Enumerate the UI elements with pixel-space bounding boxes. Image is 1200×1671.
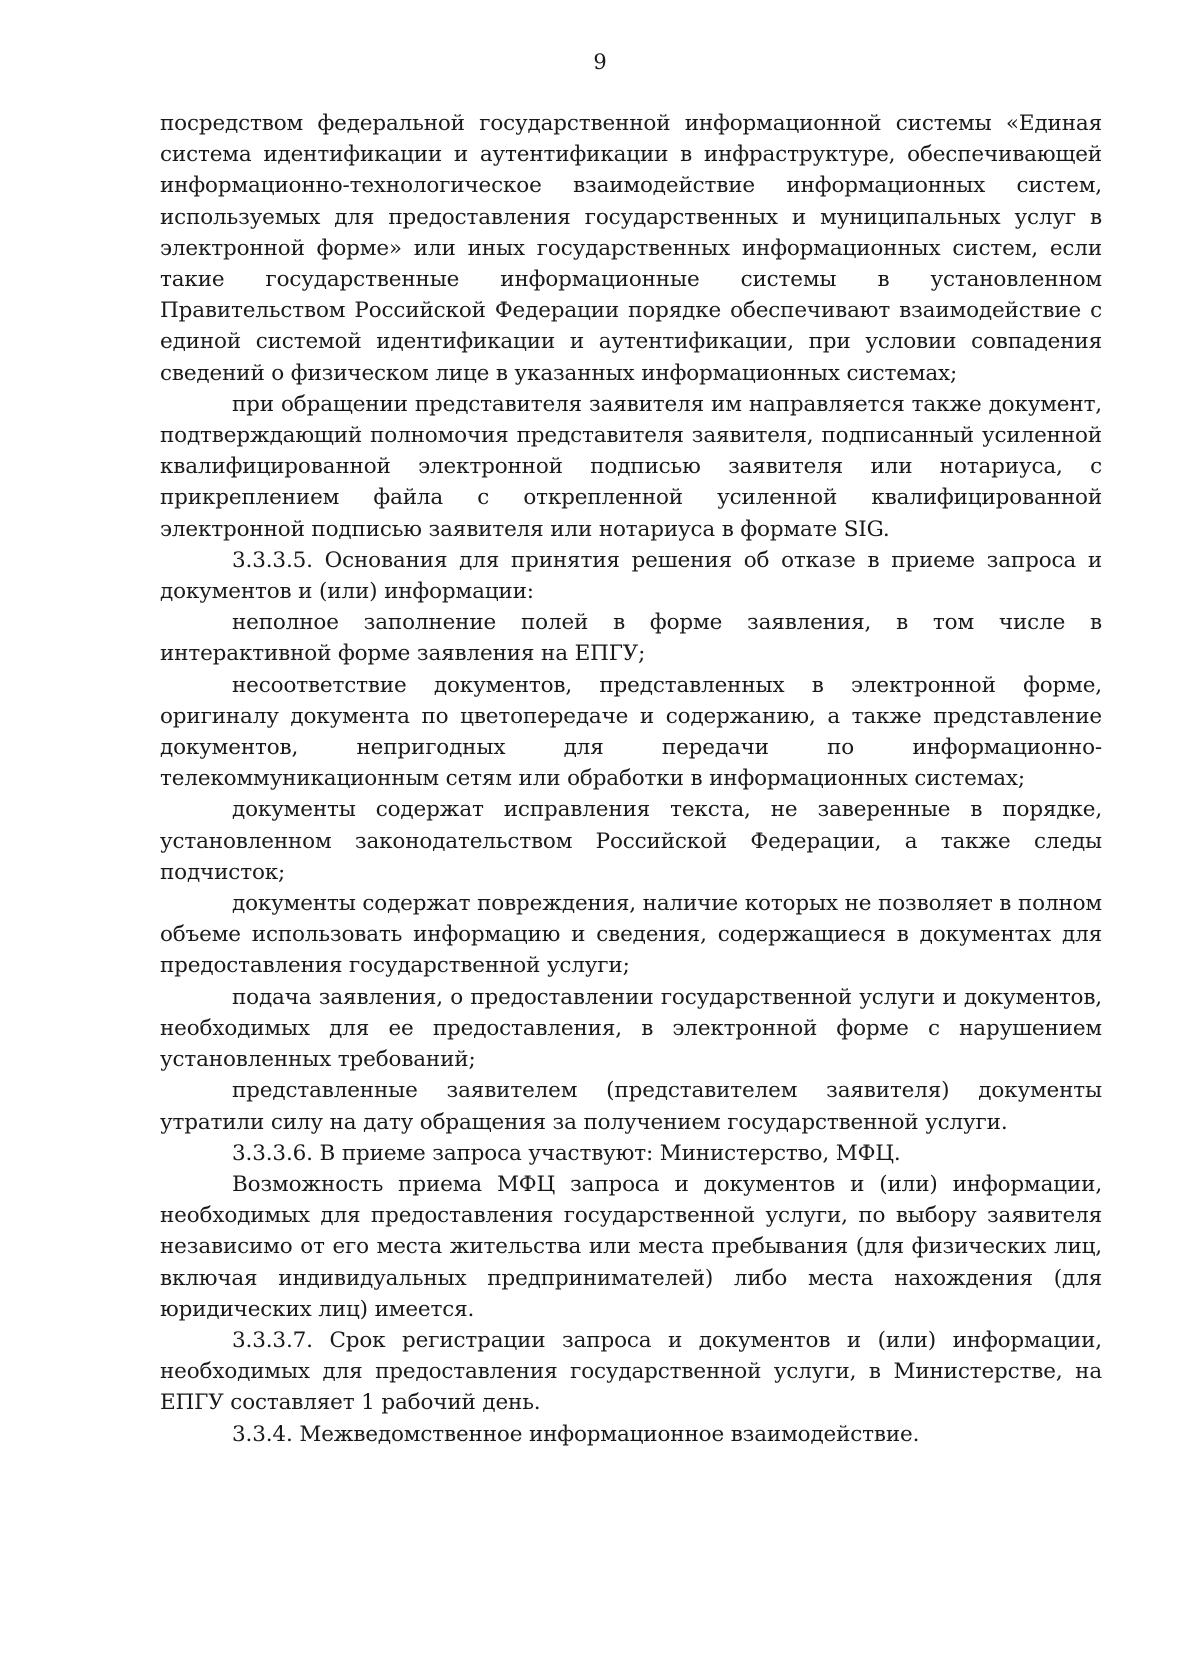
paragraph-documents-corrections: документы содержат исправления текста, не заверенные в порядке, установленном законодательством Российской Федерации, а также следы подчисток; <box>160 797 1102 885</box>
paragraph-3-3-3-6-participants: 3.3.3.6. В приеме запроса участвуют: Министерство, МФЦ. <box>232 1140 901 1166</box>
paragraph-expired-documents: представленные заявителем (представителем заявителя) документы утратили силу на дату обращения за получением государственной услуги. <box>160 1078 1102 1135</box>
document-body <box>160 108 1102 1450</box>
page-number: 9 <box>593 50 607 74</box>
paragraph-submission-violation: подача заявления, о предоставлении государственной услуги и документов, необходимых для ее предоставления, в электронной форме с нарушением установленных требований; <box>160 984 1102 1073</box>
paragraph-3-3-4-interagency: 3.3.4. Межведомственное информационное взаимодействие. <box>232 1421 920 1447</box>
paragraph-3-3-3-5-refusal-grounds: 3.3.3.5. Основания для принятия решения об отказе в приеме запроса и документов и (или) информации: <box>160 547 1102 605</box>
paragraph-representative-document: при обращении представителя заявителя им направляется также документ, подтверждающий полномочия представителя заявителя, подписанный усиленной квалифицированной электронной подписью заявителя или нотариуса, с прикреплением файла с открепленной усиленной квалифицированной электронной подписью заявителя или нотариуса в формате SIG. <box>160 391 1102 542</box>
paragraph-3-3-3-7-registration-term: 3.3.3.7. Срок регистрации запроса и документов и (или) информации, необходимых для предоставления государственной услуги, в Министерстве, на ЕПГУ составляет 1 рабочий день. <box>160 1327 1102 1416</box>
paragraph-esia-identification: посредством федеральной государственной информационной системы «Единая система идентификации и аутентификации в инфраструктуре, обеспечивающей информационно-технологическое взаимодействие информационных систем, используемых для предоставления государственных и муниципальных услуг в электронной форме» или иных государственных информационных систем, если такие государственные информационные системы в установленном Правительством Российской Федерации порядке обеспечивают взаимодействие с единой системой идентификации и аутентификации, при условии совпадения сведений о физическом лице в указанных информационных системах; <box>160 111 1102 386</box>
paragraph-documents-mismatch: несоответствие документов, представленных в электронной форме, оригиналу документа по цветопередаче и содержанию, а также представление документов, непригодных для передачи по информационно-телекоммуникационным сетям или обработки в информационных системах; <box>160 672 1102 792</box>
paragraph-mfc-acceptance: Возможность приема МФЦ запроса и документов и (или) информации, необходимых для предоставления государственной услуги, по выбору заявителя независимо от его места жительства или места пребывания (для физических лиц, включая индивидуальных предпринимателей) либо места нахождения (для юридических лиц) имеется. <box>160 1171 1102 1322</box>
paragraph-documents-damage: документы содержат повреждения, наличие которых не позволяет в полном объеме использовать информацию и сведения, содержащиеся в документах для предоставления государственной услуги; <box>160 891 1102 979</box>
paragraph-incomplete-form: неполное заполнение полей в форме заявления, в том числе в интерактивной форме заявления на ЕПГУ; <box>160 610 1102 667</box>
